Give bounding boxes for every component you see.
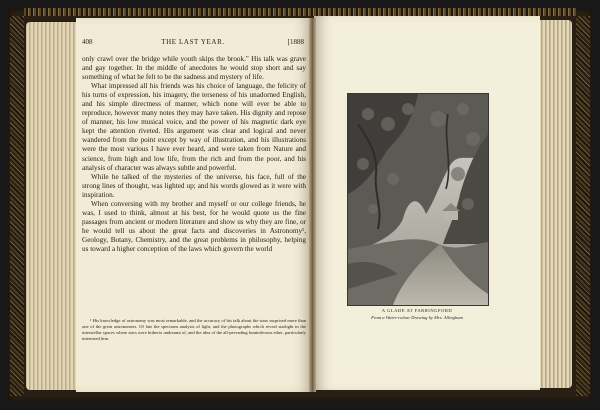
page-edges-right: [538, 20, 572, 388]
marbled-board-left: [10, 16, 24, 396]
glade-illustration-drawing: [348, 94, 488, 305]
paragraph: While he talked of the mysteries of the universe, his face, full of the strong lines of thought, was lighted up; and his words glowed as it were with inspiration.: [82, 172, 306, 199]
paragraph: When conversing with my brother and myself or our college friends, he was, I used to think, almost at his best, for he would quote us the fine passages from ancient or modern literature and show us why they are fine, or he would tell us about the great facts and discoveries in Astronomy¹, Geology, Botany, Chemistry, and the great problems in philosophy, helping us toward a higher conception of the laws which govern the world: [82, 199, 306, 253]
illustration-credit: From a Water-colour Drawing by Mrs. Allingham: [371, 315, 463, 320]
glade-illustration: [347, 93, 489, 306]
header-year: [1888: [287, 38, 304, 46]
paragraph: only crawl over the bridge while youth skips the brook." His talk was grave and gay together. In the middle of anecdotes he would stop short and say something of what he felt to be the sadness and mystery of life.: [82, 55, 306, 82]
running-header: [82, 38, 304, 48]
running-title: THE LAST YEAR.: [161, 38, 225, 46]
paragraph: What impressed all his friends was his choice of language, the felicity of his turns of expression, his imagery, the terseness of his unadorned English, and his simple directness of manner, which none will ever be able to reproduce, however many notes they may have taken. His dignity and repose of manner, his low musical voice, and the power of his magnetic dark eye kept the attention riveted. His argument was clear and logical and never wandered from the point except by way of illustration, and his illustrations were the most various I have ever heard, and were taken from Nature and science, from high and low life, from the rich and from the poor, and his analysis of character was always subtle and powerful.: [82, 82, 306, 172]
page-number: 408: [82, 38, 93, 46]
footnote: [82, 318, 306, 342]
book-gutter: [309, 18, 316, 392]
body-text: [82, 55, 306, 254]
marbled-board-right: [576, 16, 590, 396]
footnote-text: ¹ His knowledge of astronomy was most remarkable, and the accuracy of his talk about the stars surprised more than one of the great astronomers. Of late the spectrum analysis of light, and the photographs which reveal starlight in the interstellar spaces where stars were hitherto undreamt of, and the idea of the all-pervading luminiferous ether, particularly interested him.: [82, 318, 306, 342]
marbled-board-top: [24, 8, 576, 16]
illustration-caption: A GLADE AT FARRINGFORD: [381, 308, 453, 313]
page-edges-left: [26, 22, 80, 390]
